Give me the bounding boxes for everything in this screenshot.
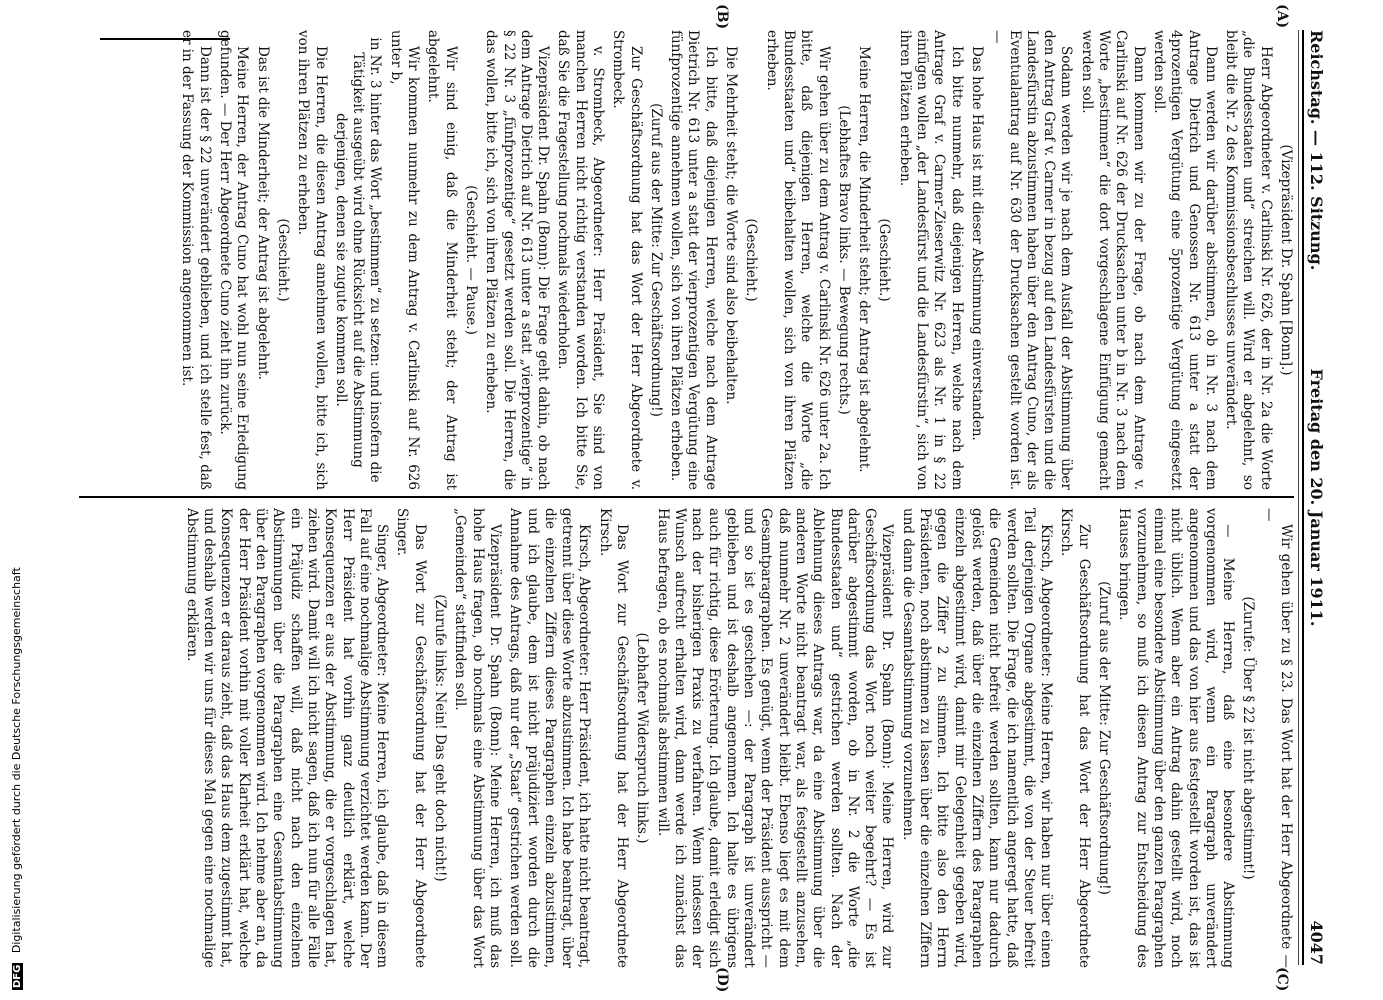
running-header (1304, 30, 1330, 965)
paragraph: Dann werden wir darüber abstimmen, ob in Nr. 3 nach dem Antrage Dietrich und Genossen Nr. 613 unter a statt der 4prozentigen Vergütung eine 5prozentige Vergütung eingesetzt werden soll. (1150, 30, 1219, 490)
paragraph: Singer, Abgeordneter: Meine Herren, ich glaube, daß in diesem Fall auf eine nochmalige Abstimmung verzichtet werden kann. Der Herr Präsident hat vorhin ganz deutlich erklärt, welche Konsequenzen er aus der Abstimmung, die er vorgeschlagen hat, ziehen wird. Damit will ich nicht sagen, daß ich nun für alle Fälle ein Präjudiz schaffen will, daß nicht nach den einzelnen Abstimmungen über die Paragraphen eine Gesamtabstimmung über den Paragraphen vorgenommen wird. Ich nehme aber an, da der Herr Präsident vorhin mit voller Klarheit erklärt hat, welche Konsequenzen er daraus zieht, daß das Haus dem zugestimmt hat, und deshalb werden wir uns für dieses Mal gegen eine nochmalige Abstimmung erklären. (183, 508, 391, 968)
rotated-page-content (70, 4, 1330, 993)
interjection: (Vizepräsident Dr. Spahn [Bonn].) (1278, 144, 1294, 376)
dfg-footer (10, 10, 23, 990)
page-body (70, 4, 1330, 993)
header-date: Freitag den 20. Januar 1911. (1307, 368, 1326, 627)
paragraph: Zur Geschäftsordnung hat das Wort der Herr Abgeordnete Kirsch. (1058, 508, 1092, 968)
paragraph: Meine Herren, die Minderheit steht; der Antrag ist abgelehnt. (856, 46, 873, 473)
paragraph: Vizepräsident Dr. Spahn (Bonn): Meine Herren, ich muß das hohe Haus fragen, ob nochmals eine Abstimmung über das Wort „Gemeinden“ stattfinden soll. (452, 508, 503, 968)
interjection: (Geschieht.) (743, 218, 760, 302)
paragraph: Dann ist der § 22 unverändert geblieben, und ich stelle fest, daß er in der Fassung der Kommission angenommen ist. (179, 30, 213, 490)
paragraph: Das Wort zur Geschäftsordnung hat der Herr Abgeordnete Kirsch. (596, 508, 631, 968)
paragraph: Das ist die Minderheit; der Antrag ist abgelehnt. (254, 46, 271, 380)
dfg-logo: DFG (12, 964, 23, 988)
paragraph: Sodann werden wir je nach dem Ausfall der Abstimmung über den Antrag Graf v. Carmer in bezug auf den Landesfürsten und die Landesfürstin abzustimmen haben über den Antrag Cuno, der als Eventualantrag auf Nr. 630 der Drucksachen gestellt worden ist. — (989, 30, 1075, 490)
paragraph: Das hohe Haus ist mit dieser Abstimmung einverstanden. (968, 46, 985, 441)
paragraph: Zur Geschäftsordnung hat das Wort der Herr Abgeordnete v. Strombeck. (610, 30, 644, 490)
header-left: Reichstag. — 112. Sitzung. (1307, 30, 1326, 271)
margin-label-d: (D) (714, 967, 730, 993)
left-column (79, 30, 1294, 490)
interjection: (Zuruf aus der Mitte: Zur Geschäftsordnung!) (647, 103, 664, 417)
paragraph: — Meine Herren, daß eine besondere Abstimmung vorgenommen wird, wenn ein Paragraph unverändert angenommen und das von hier aus festgestellt worden ist, das ist nicht üblich. Wenn aber ein Antrag dahin gestellt wird, noch einmal eine besondere Abstimmung über den ganzen Paragraphen vorzunehmen, so muß ich diesen Antrag zur Entscheidung des Hauses bringen. (1116, 508, 1237, 968)
paragraph: Wir gehen über zu dem Antrag v. Carlinski Nr. 626 unter 2a. Ich bitte, daß diejenigen Herren, welche die Worte „die Bundesstaaten und“ beibehalten wollen, sich von ihren Plätzen erheben. (763, 30, 832, 490)
margin-label-b: (B) (714, 4, 730, 30)
interjection: (Lebhaftes Bravo links. — Bewegung rechts.) (835, 105, 852, 415)
page-number: 4047 (1307, 920, 1326, 965)
paragraph: Meine Herren, der Antrag Cuno hat wohl nun seine Erledigung gefunden. — Der Herr Abgeordnete Cuno zieht ihn zurück. (217, 30, 251, 490)
paragraph: Kirsch, Abgeordneter: Meine Herren, wir haben nur über einen Teil derjenigen Organe abgestimmt, die von der Steuer befreit werden sollten. Die Frage, die ich namentlich angeregt hatte, daß die Gemeinden nicht befreit werden sollten, kann nur dadurch gelöst werden, daß über die einzelnen Ziffern des Paragraphen einzeln abgestimmt wird, damit mir Gelegenheit gegeben wird, gegen die Ziffer 2 zu stimmen. Ich bitte also den Herrn Präsidenten, noch abstimmen zu lassen über die einzelnen Ziffern und dann die Gesamtabstimmung vorzunehmen. (899, 508, 1055, 968)
paragraph: Die Mehrheit steht; die Worte sind also beibehalten. (723, 46, 740, 405)
interjection: (Zurufe: Über § 22 ist nicht abgestimmt!) (1240, 596, 1257, 880)
paragraph: Vizepräsident Dr. Spahn (Bonn): Meine Herren, wird zur Geschäftsordnung das Wort noch weiter begehrt? — Es ist darüber abgestimmt worden, ob in Nr. 2 die Worte „die Bundesstaaten und“ gestrichen werden sollten. Nach der Ablehnung dieses Antrags war, da eine Abstimmung über die anderen Worte nicht beantragt war, als festgestellt anzusehen, daß nunmehr Nr. 2 unverändert bleibt. Ebenso liegt es mit dem Gesamtparagraphen. Es genügt, wenn der Präsident ausspricht — und so ist es geschehen —: der Paragraph ist unverändert geblieben und ist deshalb angenommen. Ich halte es übrigens auch für richtig, diese Erörterung. Ich glaube, damit erledigt sich nach der bisherigen Praxis zu verfahren. Wenn indessen der Wunsch aufrecht erhalten wird, dann werde ich zunächst das Haus befragen, ob es nochmals abstimmen will. (654, 508, 896, 968)
right-column (79, 508, 1294, 968)
interjection: (Geschieht.) (876, 218, 893, 302)
paragraph: Herr Abgeordneter v. Carlinski Nr. 626, der in Nr. 2a die Worte „die Bundesstaaten und“ streichen will. Wird er abgelehnt, so bleibt die Nr. 2 des Kommissionsbeschlusses unverändert. (1223, 30, 1274, 490)
paragraph: Wir kommen nunmehr zu dem Antrag v. Carlinski auf Nr. 626 unter b, (387, 30, 422, 490)
dfg-footer-text: Digitalisierung gefördert durch die Deutsche Forschungsgemeinschaft (10, 567, 23, 954)
paragraph: Wir sind einig, daß die Minderheit steht; der Antrag ist abgelehnt. (425, 30, 459, 490)
paragraph: Ich bitte, daß diejenigen Herren, welche nach dem Antrage Dietrich Nr. 613 unter a statt der vierprozentigen Vergütung eine fünfprozentige annehmen wollen, sich von ihren Plätzen erheben. (668, 30, 719, 490)
interjection: in Nr. 3 hinter das Wort „bestimmen“ zu setzen: und insofern die Tätigkeit ausgeübt wird ohne Rücksicht auf die Abstimmung derjenigen, denen sie zugute kommen soll. (332, 37, 384, 483)
rotation-frame (70, 4, 1330, 993)
interjection: (Lebhafter Widerspruch links.) (634, 632, 651, 844)
paragraph: Die Herren, die diesen Antrag annehmen wollen, bitte ich, sich von ihren Plätzen zu erheben. (295, 30, 329, 490)
header-rule (1302, 30, 1304, 965)
paragraph: Das Wort zur Geschäftsordnung hat der Herr Abgeordnete Singer. (394, 508, 428, 968)
column-divider (79, 496, 1294, 498)
header-thin-rule (1298, 30, 1299, 965)
paragraph: v. Strombeck, Abgeordneter: Herr Präsident, Sie sind von manchen Herren nicht richtig verstanden worden. Ich bitte Sie, daß Sie die Fragestellung nochmals wiederholen. (555, 30, 607, 490)
interjection: (Geschieht. — Pause.) (462, 185, 479, 335)
paragraph: Wir gehen über zu § 23. Das Wort hat der Herr Abgeordnete — — (1260, 508, 1294, 968)
margin-label-a: (A) (1274, 4, 1290, 29)
margin-label-c: (C) (1274, 967, 1290, 992)
interjection: (Zurufe links: Nein! Das geht doch nicht!) (432, 594, 449, 882)
paragraph: Vizepräsident Dr. Spahn (Bonn): Die Frage geht dahin, ob nach dem Antrage Dietrich auf Nr. 613 unter a statt „vierprozentige“ in § 22 Nr. 3 „fünfprozentige“ gesetzt werden soll. Die Herren, die das wollen, bitte ich, sich von ihren Plätzen zu erheben. (483, 30, 552, 490)
interjection: (Geschieht.) (274, 218, 291, 302)
paragraph: Kirsch, Abgeordneter: Herr Präsident, ich hatte nicht beantragt, getrennt über diese Worte abzustimmen. Ich habe beantragt, über die einzelnen Ziffern dieses Paragraphen einzeln abzustimmen, und ich glaube, dem ist nicht präjudiziert worden durch die Annahme des Antrags, daß nur der „Staat“ gestrichen werden soll. (507, 508, 593, 968)
paragraph: Ich bitte nunmehr, daß diejenigen Herren, welche nach dem Antrage Graf v. Carmer-Zieserwitz Nr. 623 als Nr. 1 in § 22 einfügen wollen „der Landesfürst und die Landesfürstin“, sich von ihren Plätzen erheben. (896, 30, 965, 490)
interjection: (Zuruf aus der Mitte: Zur Geschäftsordnung!) (1096, 581, 1113, 895)
paragraph: Dann kommen wir zu der Frage, ob nach dem Antrage v. Carlinski auf Nr. 626 der Drucksachen unter b in Nr. 3 nach dem Worte „bestimmen“ die dort vorgeschlagene Einfügung gemacht werden soll. (1078, 30, 1147, 490)
